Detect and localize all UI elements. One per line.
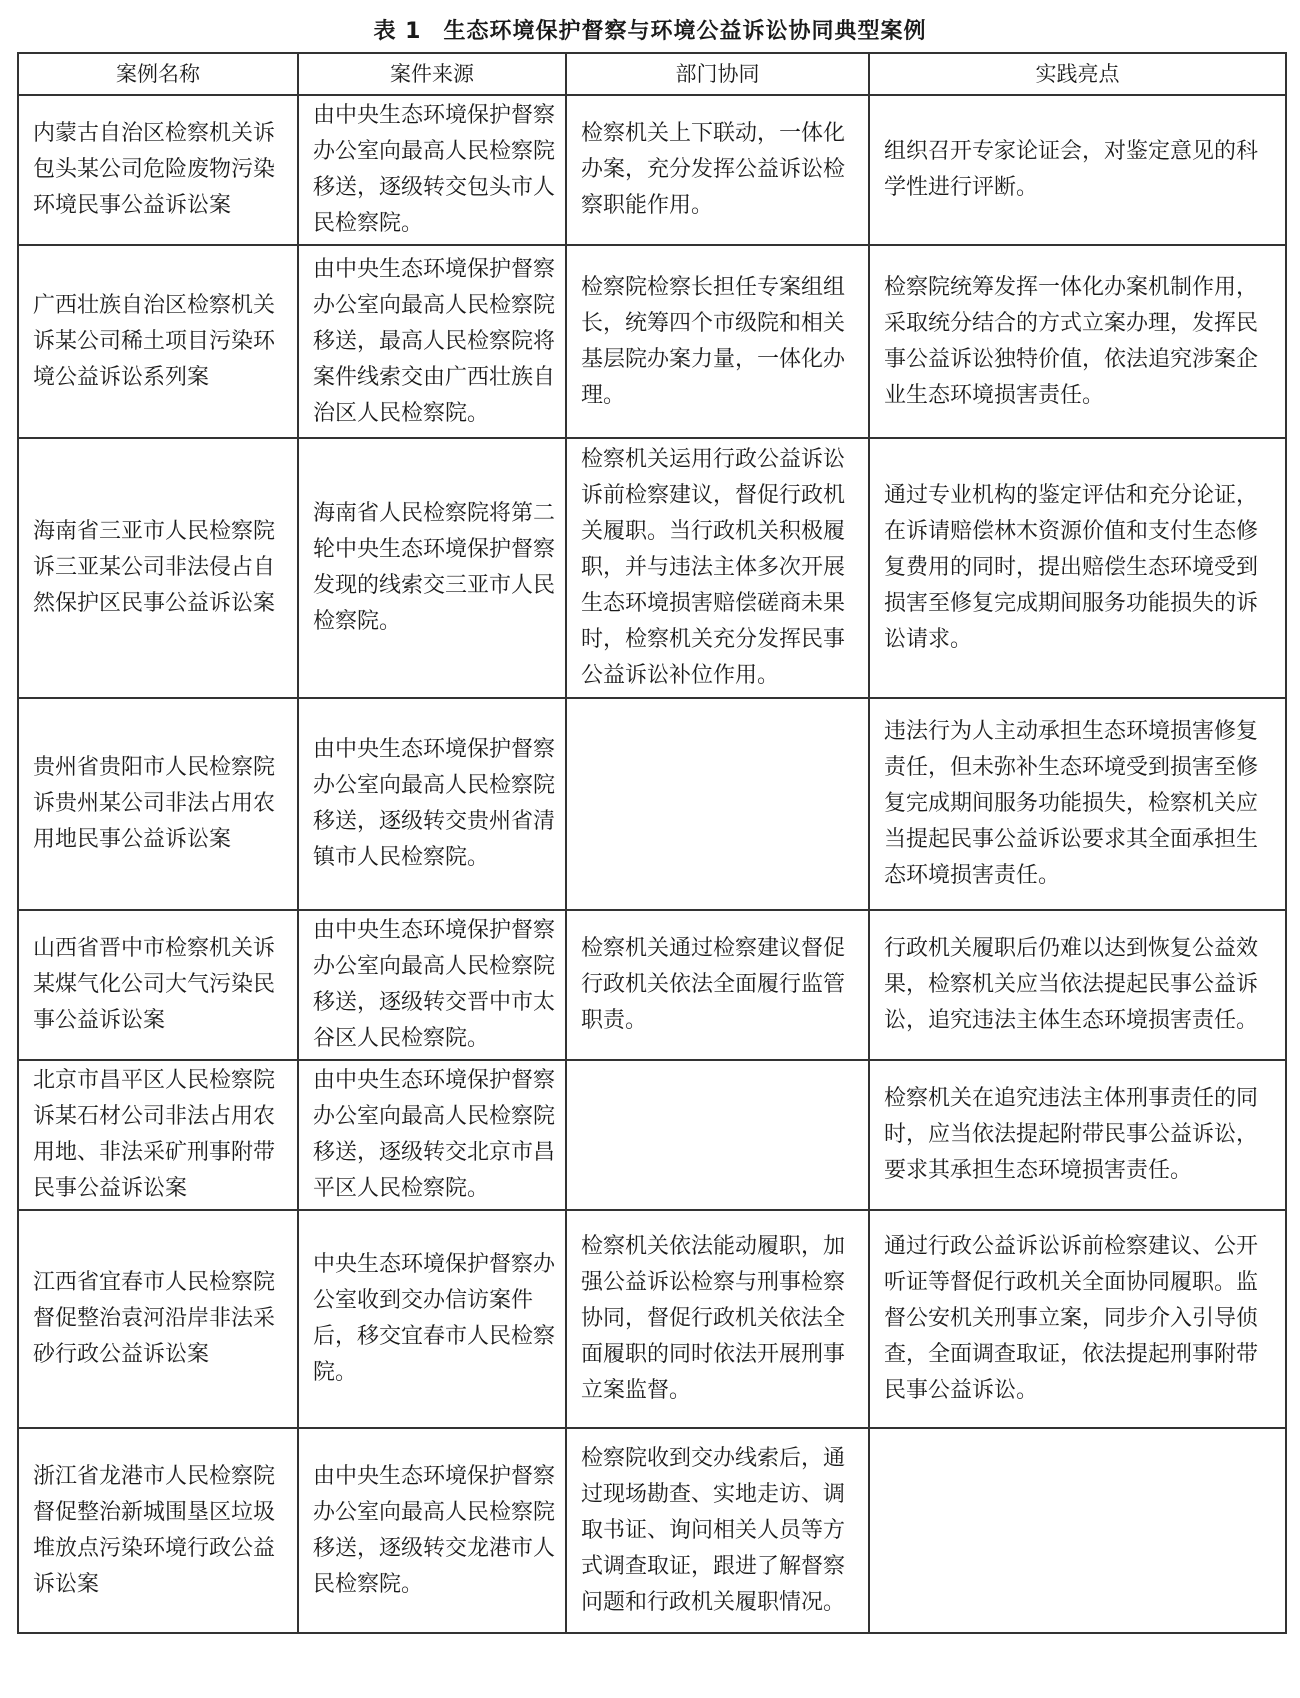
case-name-cell: 广西壮族自治区检察机关诉某公司稀土项目污染环境公益诉讼系列案 xyxy=(18,245,298,438)
highlight-cell: 检察机关在追究违法主体刑事责任的同时，应当依法提起附带民事公益诉讼，要求其承担生态环境损害责任。 xyxy=(869,1060,1286,1210)
coordination-cell: 检察机关依法能动履职，加强公益诉讼检察与刑事检察协同，督促行政机关依法全面履职的同时依法开展刑事立案监督。 xyxy=(566,1210,869,1428)
case-source-cell: 海南省人民检察院将第二轮中央生态环境保护督察发现的线索交三亚市人民检察院。 xyxy=(298,438,566,698)
coordination-cell: 检察机关通过检察建议督促行政机关依法全面履行监管职责。 xyxy=(566,910,869,1060)
case-name-cell: 贵州省贵阳市人民检察院诉贵州某公司非法占用农用地民事公益诉讼案 xyxy=(18,698,298,910)
table-row xyxy=(18,1428,1286,1633)
case-name-cell: 海南省三亚市人民检察院诉三亚某公司非法侵占自然保护区民事公益诉讼案 xyxy=(18,438,298,698)
case-source-cell: 由中央生态环境保护督察办公室向最高人民检察院移送，逐级转交晋中市太谷区人民检察院。 xyxy=(298,910,566,1060)
column-header-highlights: 实践亮点 xyxy=(869,53,1286,95)
table-header-row xyxy=(18,53,1286,95)
case-source-cell: 中央生态环境保护督察办公室收到交办信访案件后，移交宜春市人民检察院。 xyxy=(298,1210,566,1428)
coordination-cell xyxy=(566,698,869,910)
case-source-cell: 由中央生态环境保护督察办公室向最高人民检察院移送，逐级转交贵州省清镇市人民检察院。 xyxy=(298,698,566,910)
coordination-cell: 检察院收到交办线索后，通过现场勘查、实地走访、调取书证、询问相关人员等方式调查取证，跟进了解督察问题和行政机关履职情况。 xyxy=(566,1428,869,1633)
table-number: 表 1 xyxy=(373,19,422,44)
case-name-cell: 江西省宜春市人民检察院督促整治袁河沿岸非法采砂行政公益诉讼案 xyxy=(18,1210,298,1428)
highlight-cell: 组织召开专家论证会，对鉴定意见的科学性进行评断。 xyxy=(869,95,1286,245)
case-name-cell: 内蒙古自治区检察机关诉包头某公司危险废物污染环境民事公益诉讼案 xyxy=(18,95,298,245)
table-caption xyxy=(0,14,1300,45)
table-row xyxy=(18,910,1286,1060)
coordination-cell: 检察机关上下联动，一体化办案，充分发挥公益诉讼检察职能作用。 xyxy=(566,95,869,245)
case-name-cell: 浙江省龙港市人民检察院督促整治新城围垦区垃圾堆放点污染环境行政公益诉讼案 xyxy=(18,1428,298,1633)
case-table xyxy=(17,52,1287,1634)
highlight-cell: 通过专业机构的鉴定评估和充分论证，在诉请赔偿林木资源价值和支付生态修复费用的同时，提出赔偿生态环境受到损害至修复完成期间服务功能损失的诉讼请求。 xyxy=(869,438,1286,698)
table-row xyxy=(18,245,1286,438)
table-title: 生态环境保护督察与环境公益诉讼协同典型案例 xyxy=(443,19,927,44)
case-name-cell: 北京市昌平区人民检察院诉某石材公司非法占用农用地、非法采矿刑事附带民事公益诉讼案 xyxy=(18,1060,298,1210)
case-name-cell: 山西省晋中市检察机关诉某煤气化公司大气污染民事公益诉讼案 xyxy=(18,910,298,1060)
table-row xyxy=(18,698,1286,910)
highlight-cell: 通过行政公益诉讼诉前检察建议、公开听证等督促行政机关全面协同履职。监督公安机关刑事立案，同步介入引导侦查，全面调查取证，依法提起刑事附带民事公益诉讼。 xyxy=(869,1210,1286,1428)
table-row xyxy=(18,1060,1286,1210)
table-row xyxy=(18,95,1286,245)
case-source-cell: 由中央生态环境保护督察办公室向最高人民检察院移送，逐级转交龙港市人民检察院。 xyxy=(298,1428,566,1633)
highlight-cell: 行政机关履职后仍难以达到恢复公益效果，检察机关应当依法提起民事公益诉讼，追究违法主体生态环境损害责任。 xyxy=(869,910,1286,1060)
coordination-cell: 检察院检察长担任专案组组长，统筹四个市级院和相关基层院办案力量，一体化办理。 xyxy=(566,245,869,438)
highlight-cell: 违法行为人主动承担生态环境损害修复责任，但未弥补生态环境受到损害至修复完成期间服务功能损失，检察机关应当提起民事公益诉讼要求其全面承担生态环境损害责任。 xyxy=(869,698,1286,910)
column-header-case-name: 案例名称 xyxy=(18,53,298,95)
highlight-cell: 检察院统筹发挥一体化办案机制作用，采取统分结合的方式立案办理，发挥民事公益诉讼独特价值，依法追究涉案企业生态环境损害责任。 xyxy=(869,245,1286,438)
column-header-case-source: 案件来源 xyxy=(298,53,566,95)
highlight-cell xyxy=(869,1428,1286,1633)
column-header-coordination: 部门协同 xyxy=(566,53,869,95)
table-row xyxy=(18,438,1286,698)
case-source-cell: 由中央生态环境保护督察办公室向最高人民检察院移送，最高人民检察院将案件线索交由广西壮族自治区人民检察院。 xyxy=(298,245,566,438)
table-row xyxy=(18,1210,1286,1428)
case-source-cell: 由中央生态环境保护督察办公室向最高人民检察院移送，逐级转交包头市人民检察院。 xyxy=(298,95,566,245)
coordination-cell: 检察机关运用行政公益诉讼诉前检察建议，督促行政机关履职。当行政机关积极履职，并与违法主体多次开展生态环境损害赔偿磋商未果时，检察机关充分发挥民事公益诉讼补位作用。 xyxy=(566,438,869,698)
case-source-cell: 由中央生态环境保护督察办公室向最高人民检察院移送，逐级转交北京市昌平区人民检察院。 xyxy=(298,1060,566,1210)
coordination-cell xyxy=(566,1060,869,1210)
